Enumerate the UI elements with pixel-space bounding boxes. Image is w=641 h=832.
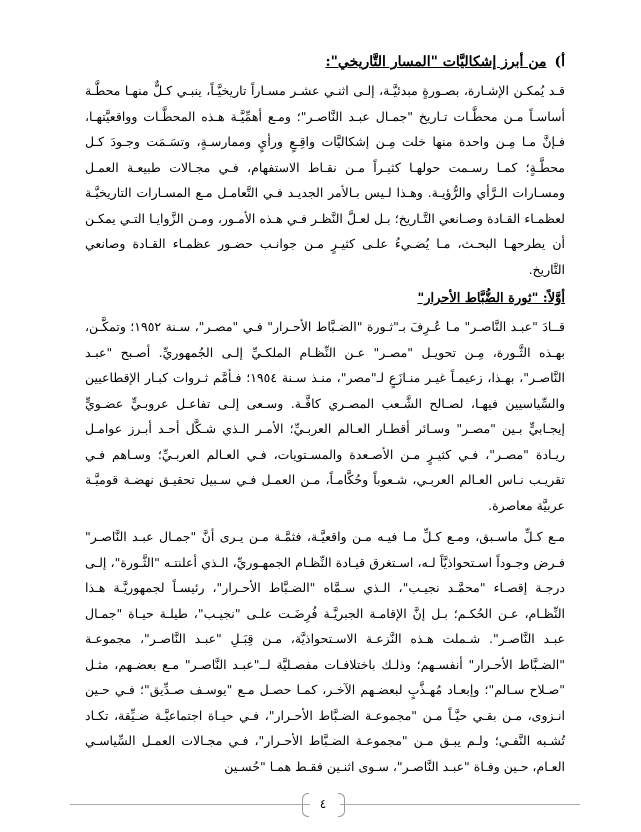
section-number: أ) bbox=[554, 54, 565, 70]
intro-paragraph: قـد يُمكـن الإشـارة، بصـورةٍ مبدئيَّـة، إلـى اثنـي عشـر مسـاراً تاريخيَّـاً، ينبـي كـلٌّ منهـا محطَّـة أساسـاً مـن محطَّـات تـاريخ "جمـال عبـد النَّاصـر"؛ ومـع أهمِّيَّـة هـذه المحطَّـات وواقعيَّتهـا، فـإنَّ مـا مِـن واحدة منها خلت مِـن إشكاليَّات واقِـعٍ ورأيٍ وممارسـةٍ، وتسَـمَت وجـودَ كـل محطَّـةٍ؛ كمـا رسـمت حولهـا كثيـراً مـن نقـاط الاستفهام، فـي مجـالات طبيعـة العمـل ومسـارات الـرَّأي والرُّؤيـة. وهـذا لـيس بـالأمر الجديـد فـي التَّعامـل مـع المسـارات التاريخيَّـة لعظمـاء القـادة وصـانعي التَّـاريخ؛ بـل لعـلَّ النَّظـر فـي هـذه الأمـور، ومـن الزَّوايـا التـي يمكـن أن يطرحهـا البحـث، مـا يُضـيءُ علـى كثيـرٍ مـن جوانـب حضـور عظمـاء القـادة وصانعي التَّاريخ. bbox=[85, 83, 565, 277]
footer-divider-right bbox=[340, 804, 580, 805]
footer-divider-left bbox=[70, 804, 310, 805]
body-paragraph: مـع كـلِّ ماسـبق، ومـع كـلِّ مـا فيـه مـن واقعيَّـة، فثمَّـة مـن يـرى أنَّ "جمـال عبـد النَّاصـر" فـرض وجـوداً اسـتحواذيَّاً لـه، اسـتغرق قيـادة النِّظـام الجمهـوريِّ، الـذي أعلنتـه "الثَّـورة"، إلـى درجـة إقصـاء "محمَّـد نجيـب"، الـذي سـمَّاه "الضـبَّاط الأحـرار"، رئيسـاً لجمهوريَّـة هـذا النِّظـام، عـن الحُكـم؛ بـل إنَّ الإقامـة الجبريَّـة فُرِضَـت علـى "نجيـب"، طيلـة حيـاة "جمـال عبـد النَّاصـر". شـملت هـذه النَّزعـة الاسـتحواذيَّة، مـن قِبَـلِ "عبـد النَّاصـر"، مجموعـة "الضـبَّاط الأحـرار" أنفسـهم؛ وذلـك باختلافـات مفصـليَّة لــ"عبـد النَّاصـر" مـع بعضـهم، مثـل "صـلاح سـالم"؛ وإبعـاد مُهـذَّبٍ لبعضـهم الآخـر، كمـا حصـل مـع "يوسـف صـدِّيق"؛ فـي حـين انـزوى، مـن بقـي حيَّـاً مـن "مجموعـة الضـبَّاط الأحـرار"، فـي حيـاة اجتماعيَّـة ضـيِّقة، تكـاد تُشـبه النَّفـي؛ ولـم يبـق مـن "مجموعـة الضـبَّاط الأحـرار"، فـي مجـالات العمـل السِّياسـي العـام، حـين وفـاة "عبـد النَّاصـر"، سـوى اثنـين فقـط همـا "حُسـين bbox=[85, 529, 565, 774]
subsection-heading: أوَّلاً: "ثورة الضُّبَّاط الأحرار" bbox=[417, 291, 565, 306]
body-paragraph: قــادَ "عبـد النَّاصـر" مـا عُـرِفَ بـ"ثـورة "الضـبَّاط الأحـرار" فـي "مصـر"، سـنة ١٩٥٢؛ وتمكَّـن، بهـذه الثَّـورة، مِـن تحويـل "مصـر" عـن النِّظـام الملكـيِّ إلـى الجُمهوريِّ. أصـبح "عبـد النَّاصـر"، بهـذا، زعيمـاً غيـر منـازَعٍ لـ"مصر"، منـذ سـنة ١٩٥٤؛ فـأمَّم ثـروات كبـار الإقطاعيين والسِّياسيين فيهـا، لصـالح الشَّـعب المصـري كافَّـة. وسـعى إلـى تفاعـل عروبـيٍّ عضـويٍّ إيجـابيٍّ بـين "مصـر" وسـائر أقطـار العـالم العربـيِّ؛ الأمـر الـذي شـكَّل أحـد أبـرز عوامـل ريـادة "مصـر"، فـي كثيـرٍ مـن الأصـعدة والمسـتويات، فـي العـالم العربـيِّ؛ وسـاهم فـي تقريـب نـاس العـالم العربـي، شـعوباً وحُكَّامـاً، مـن العمـل فـي سـبيل تحقيـق نهضـة قوميَّـة عربيَّة معاصرة. bbox=[85, 319, 565, 513]
section-heading bbox=[85, 50, 565, 74]
page-number: ٤ bbox=[319, 797, 327, 811]
page-footer bbox=[40, 793, 601, 817]
section-title: من أبرز إشكاليَّات "المسار التَّاريخي": bbox=[325, 54, 547, 70]
document-page bbox=[85, 50, 565, 785]
